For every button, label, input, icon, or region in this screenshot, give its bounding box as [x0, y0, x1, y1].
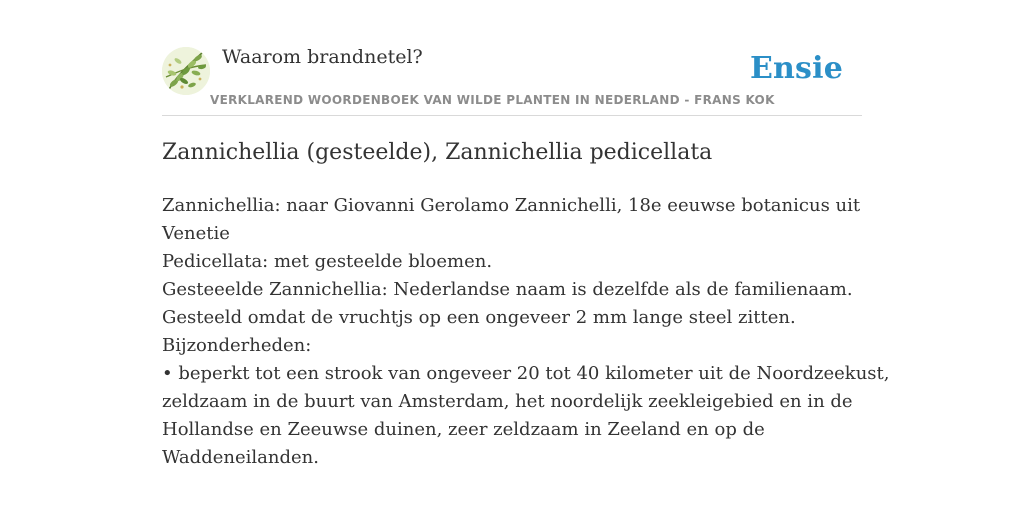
body-line: • beperkt tot een strook van ongeveer 20 tot 40 kilometer uit de Noordzeekust, [162, 363, 890, 384]
header-divider [162, 115, 862, 116]
avatar[interactable] [162, 47, 210, 95]
entry-body [162, 192, 890, 472]
entry-title: Zannichellia (gesteelde), Zannichellia pedicellata [162, 140, 713, 165]
body-line: Gesteeelde Zannichellia: Nederlandse naam is dezelfde als de familienaam. [162, 279, 853, 300]
body-line: Waddeneilanden. [162, 447, 319, 468]
source-subtitle[interactable]: VERKLAREND WOORDENBOEK VAN WILDE PLANTEN IN NEDERLAND - FRANS KOK [210, 93, 775, 107]
body-line: zeldzaam in de buurt van Amsterdam, het noordelijk zeekleigebied en in de [162, 391, 853, 412]
body-line: Hollandse en Zeeuwse duinen, zeer zeldzaam in Zeeland en op de [162, 419, 765, 440]
brand-logo[interactable]: Ensie [749, 51, 843, 86]
body-line: Gesteeld omdat de vruchtjs op een ongeveer 2 mm lange steel zitten. [162, 307, 796, 328]
body-line: Zannichellia: naar Giovanni Gerolamo Zannichelli, 18e eeuwse botanicus uit [162, 195, 861, 216]
body-line: Bijzonderheden: [162, 335, 312, 356]
page-title[interactable]: Waarom brandnetel? [222, 46, 423, 68]
body-line: Venetie [162, 223, 230, 244]
body-line: Pedicellata: met gesteelde bloemen. [162, 251, 493, 272]
plant-leaves-icon [162, 47, 210, 95]
